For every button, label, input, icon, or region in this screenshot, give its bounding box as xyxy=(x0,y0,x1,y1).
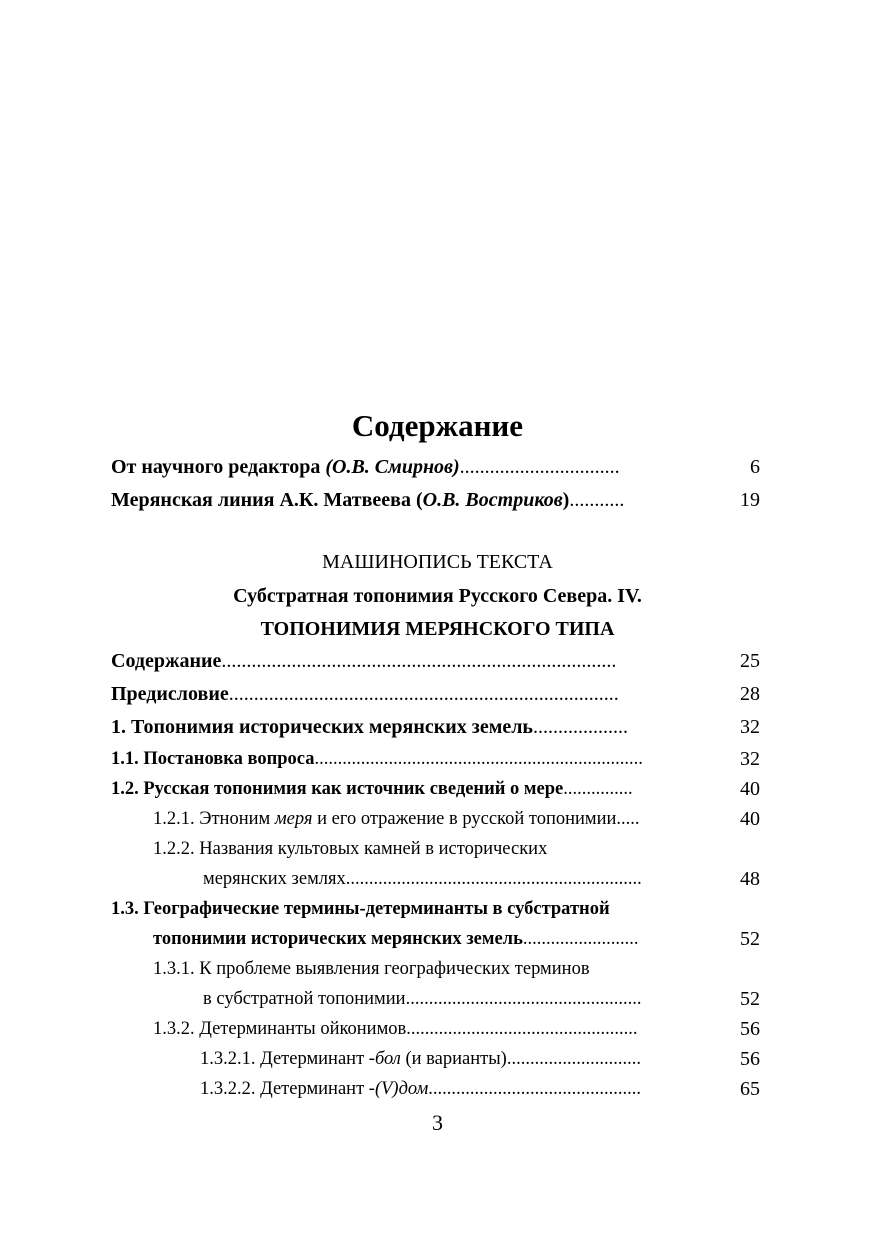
page-title: Содержание xyxy=(351,408,524,443)
book-title: Субстратная топонимия Русского Севера. IV. xyxy=(233,585,642,607)
toc-entry-label xyxy=(153,805,705,833)
toc-entry-label xyxy=(203,985,705,1013)
toc-entry-label: 1.3. Географические термины-детерминанты в субстратной xyxy=(111,899,610,919)
toc-entry-label xyxy=(200,1045,705,1073)
toc-entry-label xyxy=(111,647,705,675)
toc-entry-text: в субстратной топонимии xyxy=(203,989,406,1009)
toc-entry-preface[interactable] xyxy=(0,680,875,708)
toc-leader-dots: ......................... xyxy=(522,929,639,949)
toc-page-number: 65 xyxy=(740,1078,760,1100)
toc-page-number: 19 xyxy=(740,489,760,511)
section-note: МАШИНОПИСЬ ТЕКСТА xyxy=(322,551,553,573)
toc-leader-dots: .............................................................................. xyxy=(228,683,619,705)
toc-page-number: 48 xyxy=(740,868,760,890)
toc-entry-matveev-line[interactable] xyxy=(0,486,875,514)
toc-entry-italic: -бол xyxy=(368,1049,401,1069)
toc-page-number: 40 xyxy=(740,778,760,800)
toc-entry-text-end: и его отражение в русской топонимии xyxy=(312,809,617,829)
toc-entry-1-3-2-2[interactable] xyxy=(0,1075,875,1103)
toc-entry-text: 1. Топонимия исторических мерянских земель xyxy=(111,716,534,738)
toc-entry-1-3-line1[interactable] xyxy=(0,895,875,923)
toc-entry-text: Предисловие xyxy=(111,683,229,705)
toc-entry-label xyxy=(153,925,705,953)
toc-entry-label xyxy=(203,865,705,893)
toc-entry-1-3-line2[interactable] xyxy=(0,925,875,953)
toc-leader-dots: ................... xyxy=(533,716,629,738)
toc-page-number: 56 xyxy=(740,1018,760,1040)
toc-entry-1-2-2-line2[interactable] xyxy=(0,865,875,893)
toc-page-number: 40 xyxy=(740,808,760,830)
toc-entry-label xyxy=(111,745,705,773)
toc-entry-editor[interactable] xyxy=(0,453,875,481)
toc-leader-dots: ..... xyxy=(616,809,640,829)
toc-leader-dots: ............................. xyxy=(506,1049,641,1069)
toc-page-number: 52 xyxy=(740,988,760,1010)
toc-leader-dots: ............... xyxy=(563,779,633,799)
toc-leader-dots: ................................................................ xyxy=(345,869,642,889)
toc-entry-text: 1.3.2.2. Детерминант xyxy=(200,1079,369,1099)
toc-entry-1-1[interactable] xyxy=(0,745,875,773)
toc-entry-text-end: (и варианты) xyxy=(400,1049,507,1069)
toc-entry-label xyxy=(200,1075,705,1103)
toc-entry-label: 1.2.2. Названия культовых камней в исторических xyxy=(153,839,548,859)
toc-page-number: 25 xyxy=(740,650,760,672)
toc-page-number: 52 xyxy=(740,928,760,950)
toc-entry-label xyxy=(111,486,705,514)
toc-page-number: 32 xyxy=(740,748,760,770)
page-number: 3 xyxy=(432,1110,443,1135)
toc-entry-1-3-2-1[interactable] xyxy=(0,1045,875,1073)
toc-entry-label xyxy=(111,713,705,741)
toc-page-number: 56 xyxy=(740,1048,760,1070)
toc-page-number: 32 xyxy=(740,716,760,738)
toc-entry-1-2-1[interactable] xyxy=(0,805,875,833)
toc-entry-text: 1.2.1. Этноним xyxy=(153,809,275,829)
toc-entry-text: Содержание xyxy=(111,650,222,672)
toc-leader-dots: .............................................. xyxy=(428,1079,642,1099)
toc-entry-1-2[interactable] xyxy=(0,775,875,803)
toc-entry-chapter-1[interactable] xyxy=(0,713,875,741)
toc-page-number: 6 xyxy=(750,456,760,478)
toc-entry-text-end: ) xyxy=(562,489,570,511)
book-subtitle: ТОПОНИМИЯ МЕРЯНСКОГО ТИПА xyxy=(260,618,615,640)
toc-leader-dots: ....................................................................... xyxy=(314,749,643,769)
toc-entry-text: 1.2. Русская топонимия как источник сведений о мере xyxy=(111,779,564,799)
toc-entry-label xyxy=(153,1015,705,1043)
toc-entry-text: От научного редактора xyxy=(111,456,326,478)
toc-leader-dots: ................................................... xyxy=(405,989,642,1009)
toc-page-number: 28 xyxy=(740,683,760,705)
toc-entry-1-2-2-line1[interactable] xyxy=(0,835,875,863)
toc-leader-dots: .................................................. xyxy=(406,1019,638,1039)
toc-entry-text: Мерянская линия А.К. Матвеева ( xyxy=(111,489,423,511)
toc-entry-label xyxy=(111,453,705,481)
toc-entry-text: топонимии исторических мерянских земель xyxy=(153,929,523,949)
toc-entry-1-3-1-line1[interactable] xyxy=(0,955,875,983)
toc-entry-1-3-2[interactable] xyxy=(0,1015,875,1043)
toc-entry-text: мерянских землях xyxy=(203,869,346,889)
toc-entry-label xyxy=(111,775,705,803)
toc-leader-dots: ............................................................................... xyxy=(221,650,617,672)
toc-entry-italic: меря xyxy=(274,809,313,829)
toc-leader-dots: ................................ xyxy=(459,456,620,478)
toc-entry-author: (О.В. Смирнов) xyxy=(325,456,460,478)
toc-entry-author: О.В. Востриков xyxy=(422,489,563,511)
toc-entry-text: 1.3.2.1. Детерминант xyxy=(200,1049,369,1069)
toc-entry-label: 1.3.1. К проблеме выявления географических терминов xyxy=(153,959,590,979)
toc-entry-contents[interactable] xyxy=(0,647,875,675)
toc-entry-1-3-1-line2[interactable] xyxy=(0,985,875,1013)
toc-leader-dots: ........... xyxy=(569,489,625,511)
toc-entry-italic: -(V)дом xyxy=(368,1079,429,1099)
toc-entry-label xyxy=(111,680,705,708)
toc-entry-text: 1.3.2. Детерминанты ойконимов xyxy=(153,1019,407,1039)
toc-entry-text: 1.1. Постановка вопроса xyxy=(111,749,315,769)
